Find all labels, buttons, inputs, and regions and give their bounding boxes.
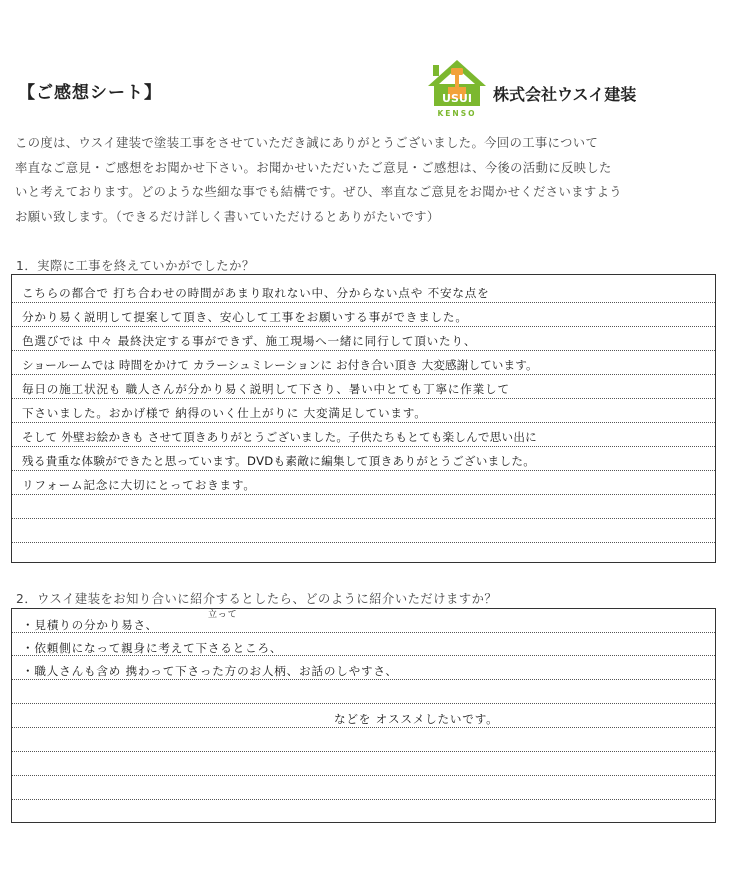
intro-line: お願い致します。（できるだけ詳しく書いていただけるとありがたいです） xyxy=(15,209,440,224)
handwritten-line: 毎日の施工状況も 職人さんが分かり易く説明して下さり、暑い中とても丁寧に作業して xyxy=(22,382,510,396)
answer-rule xyxy=(12,542,715,543)
logo-wordmark-bottom: KENSO xyxy=(437,109,477,118)
question-2-answer-box xyxy=(11,608,716,823)
answer-rule xyxy=(12,326,715,327)
intro-line: 率直なご意見・ご感想をお聞かせ下さい。お聞かせいただいたご意見・ご感想は、今後の活動に反映した xyxy=(15,160,612,175)
answer-rule xyxy=(12,775,715,776)
company-name: 株式会社ウスイ建装 xyxy=(493,85,637,104)
answer-rule xyxy=(12,751,715,752)
handwritten-line: こちらの都合で 打ち合わせの時間があまり取れない中、分からない点や 不安な点を xyxy=(22,286,490,300)
handwritten-line: 分かり易く説明して提案して頂き、安心して工事をお願いする事ができました。 xyxy=(22,310,468,324)
answer-rule xyxy=(12,422,715,423)
answer-rule xyxy=(12,446,715,447)
answer-rule xyxy=(12,494,715,495)
intro-text xyxy=(15,131,715,229)
intro-line: いと考えております。どのような些細な事でも結構です。ぜひ、率直なご意見をお聞かせくださいますよう xyxy=(15,185,622,199)
handwritten-line: ・職人さんも含め 携わって下さった方のお人柄、お話のしやすさ、 xyxy=(22,664,398,678)
intro-line: この度は、ウスイ建装で塗装工事をさせていただき誠にありがとうございました。今回の工事について xyxy=(15,136,599,150)
handwritten-line: ・見積りの分かり易さ、 xyxy=(22,618,158,632)
answer-rule xyxy=(12,470,715,471)
answer-rule xyxy=(12,350,715,351)
answer-rule xyxy=(12,302,715,303)
handwritten-line: ・依頼側になって親身に考えて下さるところ、 xyxy=(22,641,283,655)
answer-rule xyxy=(12,703,715,704)
answer-rule xyxy=(12,374,715,375)
answer-rule xyxy=(12,799,715,800)
sheet-title: 【ご感想シート】 xyxy=(18,83,162,103)
handwritten-insertion: 立って xyxy=(208,610,238,620)
answer-rule xyxy=(12,398,715,399)
logo-wordmark-top: USUI xyxy=(442,92,472,105)
handwritten-line: 下さいました。おかげ様で 納得のいく仕上がりに 大変満足しています。 xyxy=(22,406,427,420)
handwritten-line: リフォーム記念に大切にとっておきます。 xyxy=(22,478,256,492)
answer-rule xyxy=(12,679,715,680)
handwritten-closing: などを オススメしたいです。 xyxy=(334,712,499,726)
handwritten-line: 残る貴重な体験ができたと思っています。DVDも素敵に編集して頂きありがとうございました。 xyxy=(22,454,536,468)
answer-rule xyxy=(12,727,715,728)
handwritten-line: そして 外壁お絵かきも させて頂きありがとうございました。子供たちもとても楽しんで思い出に xyxy=(22,430,537,444)
question-2-label: 2．ウスイ建装をお知り合いに紹介するとしたら、どのように紹介いただけますか？ xyxy=(16,592,498,606)
paint-brush-icon xyxy=(451,68,463,75)
company-logo xyxy=(424,56,490,120)
handwritten-line: 色選びでは 中々 最終決定する事ができず、施工現場へ一緒に同行して頂いたり、 xyxy=(22,334,477,348)
handwritten-line: ショールームでは 時間をかけて カラーシュミレーションに お付き合い頂き 大変感謝しています。 xyxy=(22,358,538,372)
question-1-label: 1．実際に工事を終えていかがでしたか？ xyxy=(16,259,255,273)
answer-rule xyxy=(12,518,715,519)
question-1-answer-box xyxy=(11,274,716,563)
